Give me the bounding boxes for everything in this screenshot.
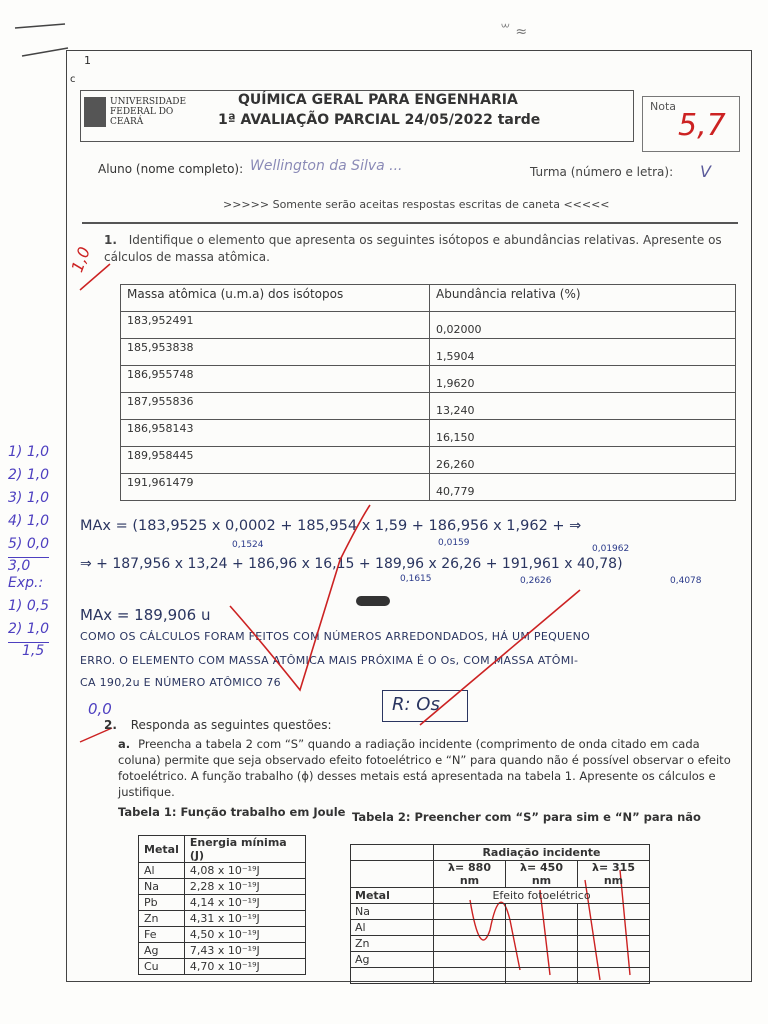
answer-cell[interactable] xyxy=(506,936,578,952)
table-row: 183,952491 0,02000 xyxy=(121,312,736,339)
work-explanation-2: ERRO. O ELEMENTO COM MASSA ATÔMICA MAIS PRÓXIMA É O Os, COM MASSA ATÔMI- xyxy=(80,654,579,667)
table-row: Pb 4,14 x 10⁻¹⁹J xyxy=(139,895,306,911)
table-row: Na xyxy=(351,904,650,920)
question-1-score: 1,0 xyxy=(67,244,95,275)
work-sub-5: 0,2626 xyxy=(520,576,552,586)
question-2a-text: Preencha a tabela 2 com “S” quando a radiação incidente (comprimento de onda citado em cada coluna) permite que seja observado efeito fotoelétrico e “N” para quando não é possível observar o efeito fotoelétrico. A função trabalho (ϕ) desses metais está apresentada na tabela 1. Apresente os cálculos e justifique. xyxy=(118,737,731,799)
question-2-text: Responda as seguintes questões: xyxy=(130,718,332,732)
table1-caption: Tabela 1: Função trabalho em Joule xyxy=(118,805,346,819)
question-2-score: 0,0 xyxy=(88,700,112,718)
answer-cell[interactable] xyxy=(578,904,650,920)
table-row: 187,955836 13,240 xyxy=(121,393,736,420)
table-row: Ag 7,43 x 10⁻¹⁹J xyxy=(139,943,306,959)
answer-cell[interactable] xyxy=(434,936,506,952)
table-row: 189,958445 26,260 xyxy=(121,447,736,474)
table-row: Zn xyxy=(351,936,650,952)
table-row: Fe 4,50 x 10⁻¹⁹J xyxy=(139,927,306,943)
work-function-table: Metal Energia mínima (J) Al 4,08 x 10⁻¹⁹J Na 2,28 x 10⁻¹⁹J Pb 4,14 x 10⁻¹⁹J Zn 4,31 x 10⁻¹⁹J Fe 4,50 x 10⁻¹⁹J Ag 7,43 x 10⁻¹⁹J Cu 4,70 x 10⁻¹⁹J xyxy=(138,835,306,975)
grade-label: Nota xyxy=(650,100,677,113)
page-number: 1 xyxy=(84,54,91,67)
effect-header: Efeito fotoelétrico xyxy=(434,888,650,904)
student-name-label: Aluno (nome completo): xyxy=(98,162,244,176)
isotope-mass-header: Massa atômica (u.m.a) dos isótopos xyxy=(121,285,430,312)
work-sub-1: 0,1524 xyxy=(232,540,264,550)
table-row xyxy=(351,968,650,984)
work-sub-4: 0,1615 xyxy=(400,574,432,584)
table-row: Ag xyxy=(351,952,650,968)
answer-cell[interactable] xyxy=(578,952,650,968)
answer-cell[interactable] xyxy=(506,920,578,936)
work-sub-2: 0,0159 xyxy=(438,538,470,548)
class-label: Turma (número e letra): xyxy=(530,165,674,179)
table-row: Al xyxy=(351,920,650,936)
top-scribble: ꒳ ≈ xyxy=(500,24,528,40)
question-2-number: 2. xyxy=(104,718,117,732)
table-row: Al 4,08 x 10⁻¹⁹J xyxy=(139,863,306,879)
table-row: 185,953838 1,5904 xyxy=(121,339,736,366)
course-title: QUÍMICA GERAL PARA ENGENHARIA xyxy=(238,92,518,108)
exam-title: 1ª AVALIAÇÃO PARCIAL 24/05/2022 tarde xyxy=(218,112,541,128)
table-row: 191,961479 40,779 xyxy=(121,474,736,501)
answer-value: R: Os xyxy=(392,694,440,715)
metal-header: Metal xyxy=(351,888,434,904)
work-sub-6: 0,4078 xyxy=(670,576,702,586)
work-result: MAx = 189,906 u xyxy=(80,606,211,624)
work-sub-3: 0,01962 xyxy=(592,544,630,554)
corner-mark: c xyxy=(70,74,76,85)
answer-cell[interactable] xyxy=(578,920,650,936)
grade-value: 5,7 xyxy=(678,108,726,143)
photoelectric-table: Radiação incidente λ= 880 nm λ= 450 nm λ= 315 nm Metal Efeito fotoelétrico Na Al Zn Ag xyxy=(350,844,650,984)
question-2a-label: a. xyxy=(118,737,131,751)
answer-cell[interactable] xyxy=(506,952,578,968)
table2-caption: Tabela 2: Preencher com “S” para sim e “N” para não xyxy=(352,810,701,824)
table-row: Cu 4,70 x 10⁻¹⁹J xyxy=(139,959,306,975)
logo-line1: UNIVERSIDADE xyxy=(110,97,187,107)
table-row: 186,958143 16,150 xyxy=(121,420,736,447)
student-name: Wellington da Silva ... xyxy=(250,158,403,174)
work-line-2: ⇒ + 187,956 x 13,24 + 186,96 x 16,15 + 189,96 x 26,26 + 191,961 x 40,78) xyxy=(80,556,623,572)
work-line-1: MAx = (183,9525 x 0,0002 + 185,954 x 1,59 + 186,956 x 1,962 + ⇒ xyxy=(80,518,582,534)
table-row: Zn 4,31 x 10⁻¹⁹J xyxy=(139,911,306,927)
answer-cell[interactable] xyxy=(434,904,506,920)
answer-cell[interactable] xyxy=(434,920,506,936)
answer-cell[interactable] xyxy=(506,904,578,920)
pen-notice: >>>>> Somente serão aceitas respostas escritas de caneta <<<<< xyxy=(223,198,610,211)
class-value: V xyxy=(700,162,711,181)
question-2a xyxy=(118,736,738,800)
radiation-header: Radiação incidente xyxy=(434,845,650,861)
question-1-text: Identifique o elemento que apresenta os seguintes isótopos e abundâncias relativas. Apresente os cálculos de massa atômica. xyxy=(104,233,722,264)
table-row: Na 2,28 x 10⁻¹⁹J xyxy=(139,879,306,895)
question-1-number: 1. xyxy=(104,233,117,247)
abundance-header: Abundância relativa (%) xyxy=(430,285,736,312)
work-explanation-3: CA 190,2u E NÚMERO ATÔMICO 76 xyxy=(80,676,281,689)
work-explanation-1: COMO OS CÁLCULOS FORAM FEITOS COM NÚMEROS ARREDONDADOS, HÁ UM PEQUENO xyxy=(80,630,591,643)
answer-cell[interactable] xyxy=(434,952,506,968)
table-row: 186,955748 1,9620 xyxy=(121,366,736,393)
answer-cell[interactable] xyxy=(578,936,650,952)
margin-scores: 1) 1,0 2) 1,0 3) 1,0 4) 1,0 5) 0,0 3,0 Exp.: 1) 0,5 2) 1,0 1,5 xyxy=(8,444,50,659)
logo-line2: FEDERAL DO CEARÁ xyxy=(110,107,174,127)
question-2 xyxy=(104,718,332,732)
